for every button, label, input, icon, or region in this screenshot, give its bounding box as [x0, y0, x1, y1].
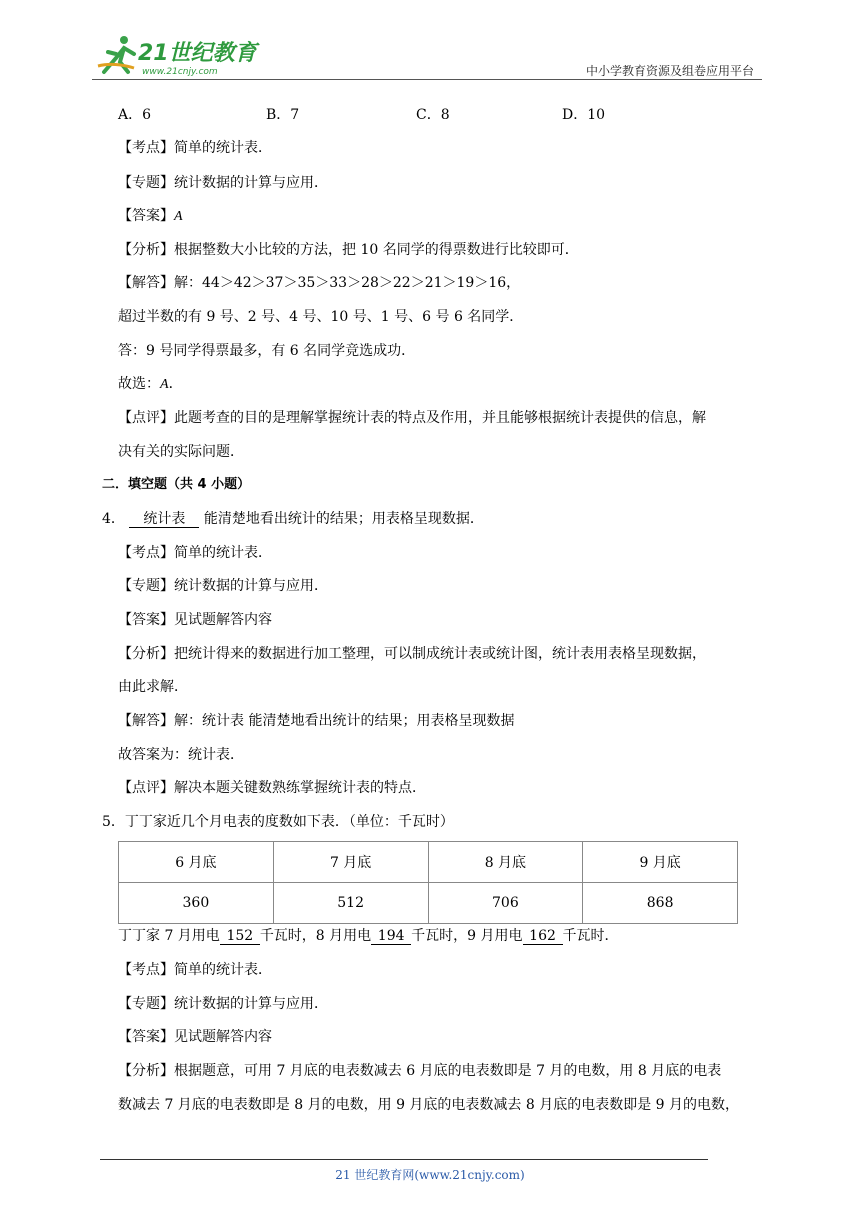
q5-blank-september: 162	[523, 928, 563, 945]
table-row-values	[119, 883, 738, 924]
q5-kaodian: 【考点】简单的统计表．	[118, 962, 272, 978]
q5-fill-sentence: 丁丁家 7 月用电 152 千瓦时，8 月用电 194 千瓦时，9 月用电 162 千瓦时．	[118, 928, 619, 944]
page-header	[94, 32, 762, 80]
platform-name: 中小学教育资源及组卷应用平台	[585, 64, 754, 78]
svg-text:21世纪教育: 21世纪教育	[138, 41, 257, 66]
table-header-cell: 8 月底	[428, 842, 583, 883]
q4-zhuanti: 【专题】统计数据的计算与应用．	[118, 578, 328, 594]
q3-options	[118, 105, 618, 125]
q4-answer: 【答案】见试题解答内容	[118, 612, 272, 628]
q3-kaodian: 【考点】简单的统计表．	[118, 140, 272, 156]
q3-dianping-1: 【点评】此题考查的目的是理解掌握统计表的特点及作用，并且能够根据统计表提供的信息，解	[118, 410, 706, 426]
q3-jieda-2: 超过半数的有 9 号、2 号、4 号、10 号、1 号、6 号 6 名同学．	[118, 309, 524, 325]
q5-answer: 【答案】见试题解答内容	[118, 1029, 272, 1045]
option-d: D．10	[562, 107, 606, 123]
option-c: C．8	[416, 107, 450, 123]
table-cell: 512	[273, 883, 428, 924]
option-b: B．7	[266, 107, 300, 123]
svg-text:www.21cnjy.com: www.21cnjy.com	[142, 67, 218, 77]
q3-jieda-3: 答：9 号同学得票最多，有 6 名同学竞选成功．	[118, 343, 416, 359]
q4-blank-answer: 统计表	[129, 511, 199, 528]
q3-zhuanti: 【专题】统计数据的计算与应用．	[118, 175, 328, 191]
q5-fenxi-2: 数减去 7 月底的电表数即是 8 月的电数，用 9 月底的电表数减去 8 月底的电表数即是 9 月的电数，	[118, 1097, 740, 1113]
q5-blank-august: 194	[371, 928, 411, 945]
q4-fenxi-2: 由此求解．	[118, 679, 188, 695]
q4-dianping: 【点评】解决本题关键数熟练掌握统计表的特点．	[118, 780, 426, 796]
table-header-cell: 7 月底	[273, 842, 428, 883]
q5-stem: 5．丁丁家近几个月电表的度数如下表．（单位：千瓦时）	[102, 814, 454, 830]
footer-link[interactable]: 21 世纪教育网(www.21cnjy.com)	[335, 1168, 525, 1182]
q5-zhuanti: 【专题】统计数据的计算与应用．	[118, 996, 328, 1012]
option-a: A．6	[118, 107, 152, 123]
table-row-header	[119, 842, 738, 883]
q3-jieda-1: 【解答】解：44＞42＞37＞35＞33＞28＞22＞21＞19＞16，	[118, 275, 521, 291]
q3-guxuan: 故选：A．	[118, 376, 183, 392]
q4-guanswer: 故答案为：统计表．	[118, 747, 244, 763]
footer-divider	[100, 1159, 708, 1160]
section-title-fill-in: 二．填空题（共 4 小题）	[102, 477, 251, 492]
table-cell: 360	[119, 883, 274, 924]
header-divider	[92, 79, 762, 80]
q3-fenxi: 【分析】根据整数大小比较的方法，把 10 名同学的得票数进行比较即可．	[118, 242, 579, 258]
q5-blank-july: 152	[220, 928, 260, 945]
table-header-cell: 9 月底	[583, 842, 738, 883]
q3-answer: 【答案】A	[118, 208, 183, 224]
table-cell: 868	[583, 883, 738, 924]
q4-fenxi-1: 【分析】把统计得来的数据进行加工整理，可以制成统计表或统计图，统计表用表格呈现数据，	[118, 646, 706, 662]
logo-21cnjy	[94, 32, 264, 78]
q5-fenxi-1: 【分析】根据题意，可用 7 月底的电表数减去 6 月底的电表数即是 7 月的电数，用 8 月底的电表	[118, 1063, 722, 1079]
table-header-cell: 6 月底	[119, 842, 274, 883]
table-cell: 706	[428, 883, 583, 924]
q4-jieda: 【解答】解：统计表 能清楚地看出统计的结果；用表格呈现数据	[118, 713, 515, 729]
q3-dianping-2: 决有关的实际问题．	[118, 444, 244, 460]
q4-stem: 4． 统计表 能清楚地看出统计的结果；用表格呈现数据．	[102, 511, 484, 527]
electricity-meter-table	[118, 841, 738, 924]
q4-kaodian: 【考点】简单的统计表．	[118, 545, 272, 561]
